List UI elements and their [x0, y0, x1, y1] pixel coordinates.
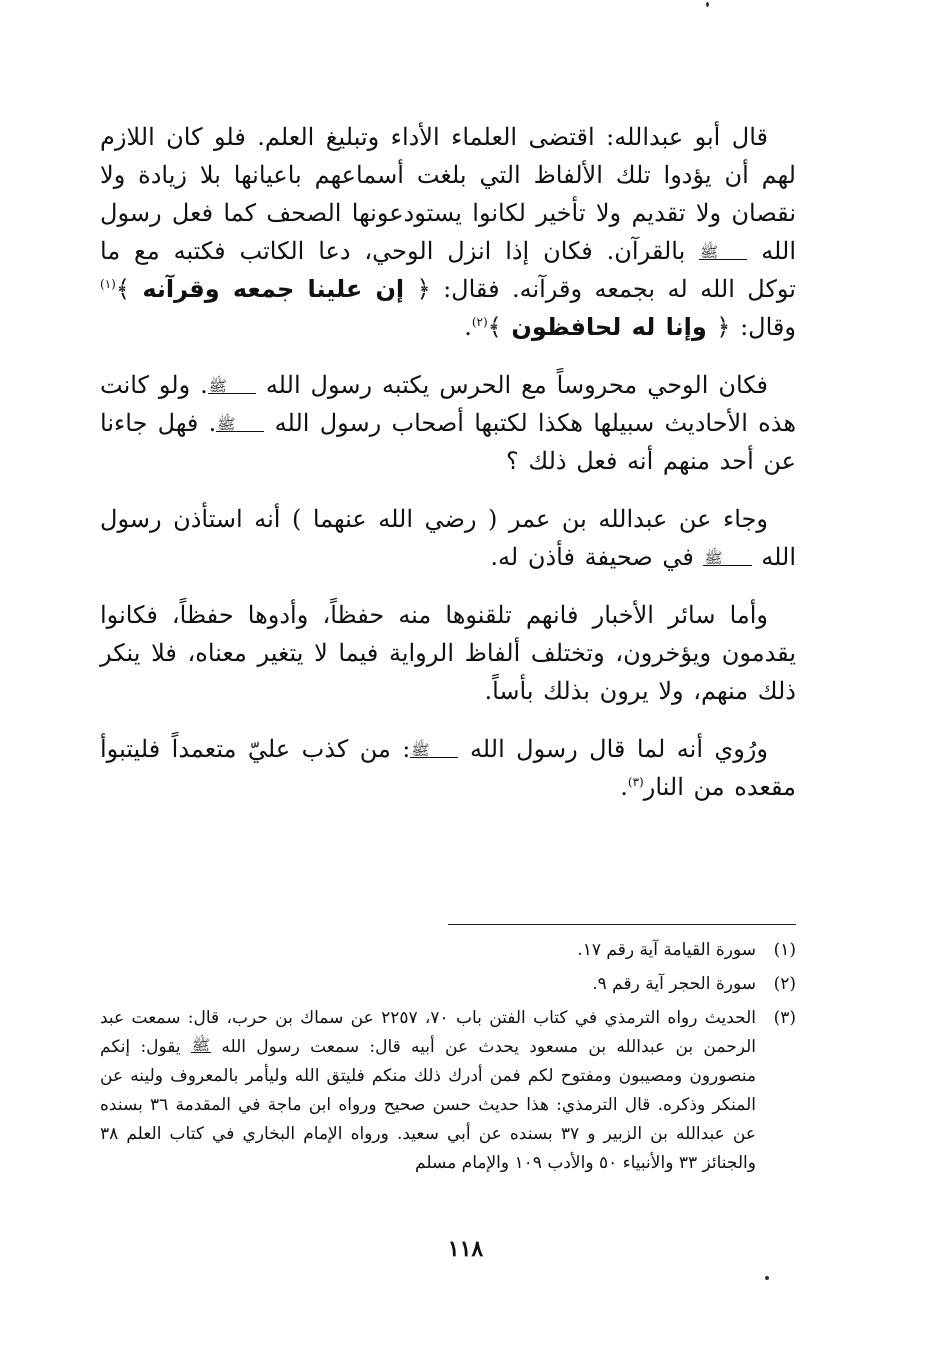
- text-run: ﴾: [115, 275, 130, 303]
- footnote-text: سورة الحجر آية رقم ٩.: [592, 974, 756, 994]
- paragraph: [100, 118, 796, 346]
- text-run: . فهل جاءنا عن أحد منهم أنه فعل ذلك ؟: [100, 409, 796, 475]
- text-run: قال أبو عبدالله: اقتضى العلماء الأداء وتبليغ العلم. فلو كان اللازم لهم أن يؤدوا تلك الألفاظ التي بلغت أسماعهم باعيانها بلا زيادة ولا نقصان ولا تقديم ولا تأخير لكانوا يستودعونها الصحف كما فعل رسول الله: [100, 123, 796, 265]
- text-run: وجاء عن عبدالله بن عمر ( رضي الله عنهما ) أنه استأذن رسول الله: [100, 505, 796, 571]
- salla-glyph: ﷺ: [699, 245, 747, 260]
- text-run: ورُوي أنه لما قال رسول الله: [469, 735, 768, 763]
- salla-glyph: ﷺ: [703, 551, 751, 566]
- body-text: [100, 118, 796, 826]
- quran-quote: إن علينا جمعه وقرآنه: [142, 275, 405, 303]
- text-run: . ولو كانت هذه الأحاديث سبيلها هكذا لكتبها أصحاب رسول الله: [100, 371, 796, 437]
- text-run: : من كذب عليّ متعمداً فليتبوأ مقعده من النار: [100, 735, 796, 801]
- scan-speck: [706, 2, 709, 7]
- text-run: يقول: إنكم منصورون ومصيبون ومفتوح لكم فمن أدرك ذلك منكم فليتق الله وليأمر بالمعروف ولينه عن المنكر وذكره. قال الترمذي: هذا حديث حسن صحيح ورواه ابن ماجة في المقدمة ٣٦ بسنده عن عبدالله بن الزبير و ٣٧ بسنده عن أبي سعيد. ورواه الإمام البخاري في كتاب العلم ٣٨ والجنائز ٣٣ والأنبياء ٥٠ والأدب ١٠٩ والإمام مسلم: [100, 1037, 756, 1173]
- salla-glyph: ﷺ: [208, 379, 256, 394]
- footnote-ref[interactable]: (٣): [627, 775, 644, 789]
- paragraph: [100, 500, 796, 576]
- page-number: ١١٨: [447, 1236, 484, 1262]
- footnotes: [100, 934, 796, 1183]
- text-run: .: [620, 773, 628, 801]
- text-run: بالقرآن. فكان إذا انزل الوحي، دعا الكاتب فكتبه مع ما توكل الله له بجمعه وقرآنه. فقال: ﴿: [100, 237, 796, 303]
- footnote-item: [100, 936, 796, 965]
- text-run: فكان الوحي محروساً مع الحرس يكتبه رسول الله: [265, 371, 768, 399]
- footnote-text: سورة القيامة آية رقم ١٧.: [577, 940, 756, 960]
- footnote-ref[interactable]: (١): [100, 277, 116, 291]
- footnote-separator: [448, 924, 796, 925]
- paragraph: [100, 366, 796, 480]
- footnote-ref[interactable]: (٢): [471, 315, 488, 329]
- text-run: وأما سائر الأخبار فانهم تلقنوها منه حفظاً، وأدوها حفظاً، فكانوا يقدمون ويؤخرون، وتختلف ألفاظ الرواية فيما لا يتغير معناه، فلا ينكر ذلك منهم، ولا يرون بذلك بأساً.: [100, 601, 796, 705]
- salla-glyph: ﷺ: [410, 743, 458, 758]
- paragraph: [100, 730, 796, 806]
- quran-quote: وإنا له لحافظون: [511, 313, 707, 341]
- scan-speck: [765, 1276, 769, 1280]
- salla-glyph: ﷺ: [191, 1036, 211, 1054]
- text-run: الحديث رواه الترمذي في كتاب الفتن باب ٧٠، ٢٢٥٧ عن سماك بن حرب، قال: سمعت عبد الرحمن بن عبدالله بن مسعود يحدث عن أبيه قال: سمعت رسول الله: [100, 1008, 757, 1057]
- footnote-item: [100, 1004, 796, 1178]
- paragraph: [100, 596, 796, 710]
- text-run: .: [464, 313, 472, 341]
- footnote-number: (٣): [773, 1008, 796, 1028]
- salla-glyph: ﷺ: [216, 417, 264, 432]
- text-run: في صحيفة فأذن له.: [490, 543, 694, 571]
- footnote-number: (٢): [773, 974, 796, 994]
- footnote-text: [100, 1004, 756, 1178]
- text-run: ﴾: [487, 313, 502, 341]
- footnote-number: (١): [773, 940, 796, 960]
- footnote-item: [100, 970, 796, 999]
- text-run: وقال: ﴿: [716, 313, 796, 341]
